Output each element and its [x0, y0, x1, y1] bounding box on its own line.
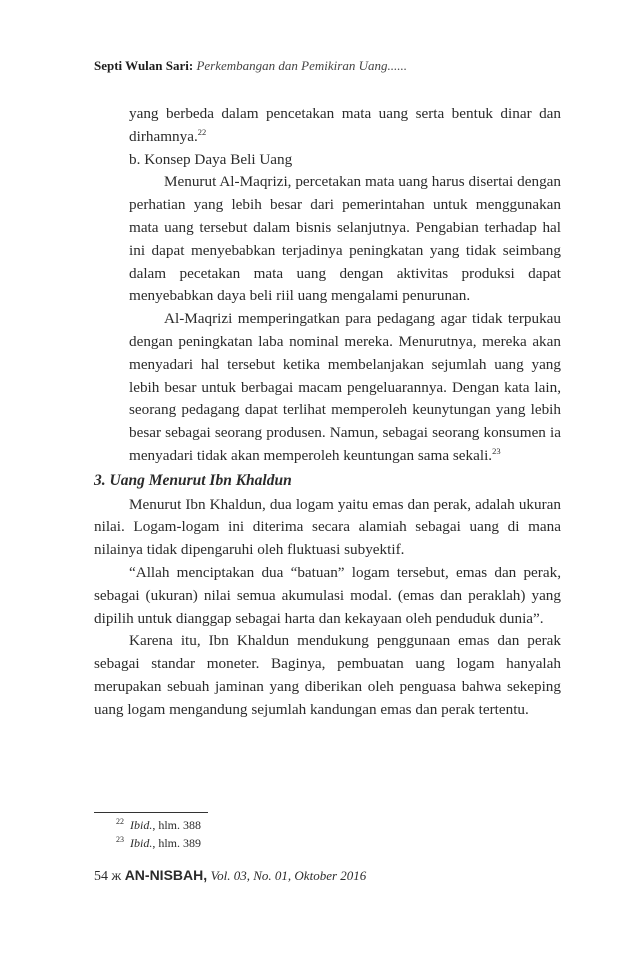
- section-heading-3: 3. Uang Menurut Ibn Khaldun: [94, 471, 292, 489]
- footnote-divider: [94, 812, 208, 813]
- footnote-ref-22[interactable]: 22: [197, 126, 207, 137]
- paragraph-5: “Allah menciptakan dua “batuan” logam tersebut, emas dan perak, sebagai (ukuran) nilai semua akumulasi modal. (emas dan peraklah) yang dipilih untuk dianggap sebagai harta dan kekayaan oleh penduduk dunia”.: [94, 563, 561, 627]
- body-text: [94, 103, 561, 722]
- header-title: Perkembangan dan Pemikiran Uang......: [196, 58, 407, 73]
- footer-symbol: ж: [111, 869, 122, 884]
- page-footer: [94, 866, 366, 886]
- header-author: Septi Wulan Sari:: [94, 58, 194, 73]
- footnote-ref-23[interactable]: 23: [492, 445, 501, 456]
- paragraph-4: Menurut Ibn Khaldun, dua logam yaitu emas dan perak, adalah ukuran nilai. Logam-logam ini diterima secara alamiah sebagai uang di mana nilainya tidak dipengaruhi oleh fluktuasi subyektif.: [94, 495, 561, 559]
- footnote-22: $^{22}$ Ibid., hlm. 388: [116, 817, 202, 832]
- running-header: [94, 58, 407, 74]
- journal-name: AN-NISBAH,: [124, 867, 208, 883]
- page-number: 54: [94, 869, 108, 884]
- paragraph-6: Karena itu, Ibn Khaldun mendukung penggunaan emas dan perak sebagai standar moneter. Baginya, pembuatan uang logam hanyalah merupakan sebuah jaminan yang diberikan oleh penguasa bahwa sekeping uang logam mengandung sejumlah kandungan emas dan perak tertentu.: [94, 632, 561, 718]
- journal-issue: Vol. 03, No. 01, Oktober 2016: [210, 868, 367, 883]
- paragraph-3: Al-Maqrizi memperingatkan para pedagang agar tidak terpukau dengan peningkatan laba nominal mereka. Menurutnya, mereka akan menyadari hal tersebut ketika membelanjakan sejumlah uang yang lebih besar untuk berbagai macam pengeluarannya. Dengan kata lain, seorang pedagang dapat terlihat memperoleh keunytungan yang lebih besar sebagai seorang produsen. Namun, sebagai seorang konsumen ia menyadari tidak akan memperoleh keuntungan sama sekali.$^{23}$: [129, 310, 561, 464]
- footnote-23: $^{23}$ Ibid., hlm. 389: [116, 835, 202, 850]
- paragraph-1: yang berbeda dalam pencetakan mata uang serta bentuk dinar dan dirhamnya.$^{22}$: [129, 105, 561, 145]
- subheading-b: b. Konsep Daya Beli Uang: [129, 150, 293, 168]
- paragraph-2: Menurut Al-Maqrizi, percetakan mata uang harus disertai dengan perhatian yang lebih besar dari pemerintahan untuk menggunakan mata uang tersebut dalam bisnis selanjutnya. Pengabian terhadap hal ini dapat menyebabkan terjadinya peningkatan yang tidak seimbang dalam pecetakan mata uang dengan aktivitas produksi dapat menyebabkan daya beli riil uang mengalami penurunan.: [129, 173, 561, 305]
